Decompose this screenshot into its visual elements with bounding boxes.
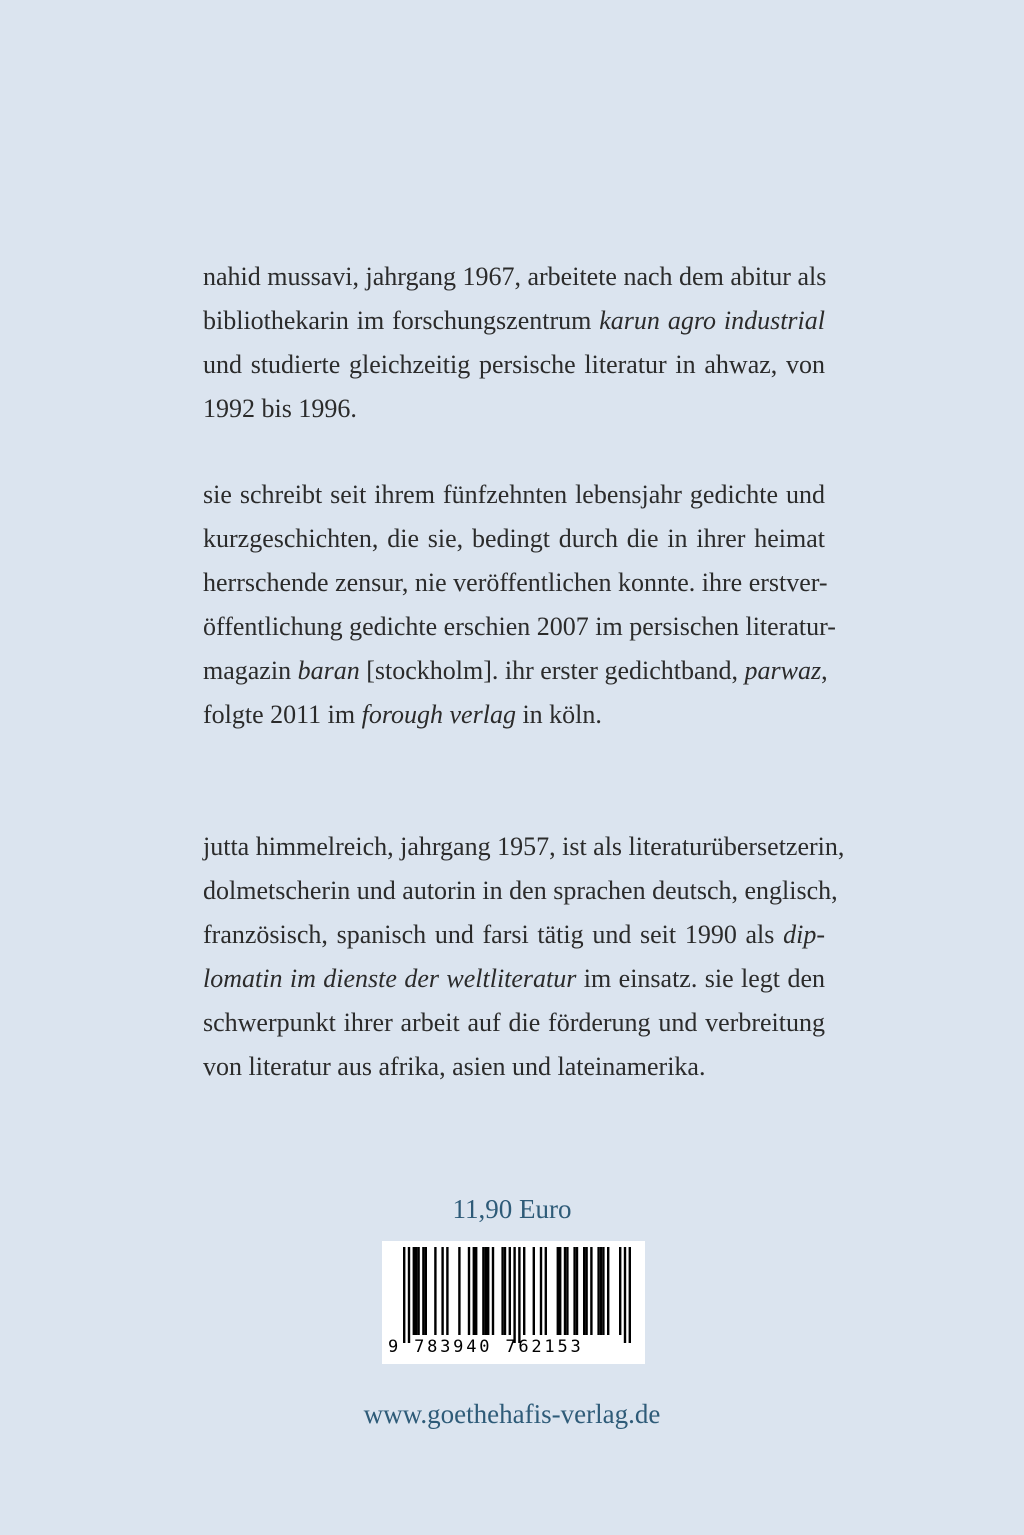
barcode-bar: [624, 1247, 626, 1343]
barcode-bar: [446, 1247, 448, 1335]
author-bio-paragraph-1: [203, 255, 825, 431]
body-text: nahid mussavi, jahrgang 1967, arbeitete nach dem abitur als: [203, 262, 827, 291]
body-text: ,: [821, 656, 828, 685]
translator-bio-line: [203, 913, 825, 957]
author-bio-2-line: [203, 693, 825, 737]
author-bio-1-line: [203, 343, 825, 387]
italic-title-text: lomatin im dienste der weltliteratur: [203, 964, 577, 993]
barcode-bar: [487, 1247, 489, 1335]
barcode-bar: [475, 1247, 477, 1335]
barcode-bar: [403, 1247, 405, 1343]
isbn-digits: 9 783940 762153: [388, 1337, 584, 1357]
italic-title-text: parwaz: [744, 656, 822, 685]
barcode-bar: [590, 1247, 592, 1335]
barcode-bar: [600, 1247, 602, 1335]
barcode-bar: [504, 1247, 506, 1335]
barcode-bar: [473, 1247, 475, 1335]
translator-bio-line: [203, 1001, 825, 1045]
italic-title-text: forough verlag: [361, 700, 516, 729]
barcode-bar: [485, 1247, 487, 1335]
body-text: magazin: [203, 656, 298, 685]
barcode-bar: [417, 1247, 419, 1335]
author-bio-2-line: [203, 605, 836, 649]
barcode-bar: [585, 1247, 587, 1335]
barcode-bar: [468, 1247, 470, 1335]
translator-bio-paragraph: [203, 825, 845, 1089]
barcode-bar: [425, 1247, 427, 1335]
body-text: französisch, spanisch und farsi tätig und seit 1990 als: [203, 920, 784, 949]
author-bio-1-line: [203, 299, 825, 343]
barcode-bar: [559, 1247, 561, 1335]
barcode-bar: [607, 1247, 609, 1335]
barcode-bar: [597, 1247, 599, 1335]
author-bio-1-line: [203, 387, 825, 431]
barcode-bar: [422, 1247, 424, 1335]
barcode-bar: [545, 1247, 547, 1335]
barcode-bar: [482, 1247, 484, 1335]
body-text: von literatur aus afrika, asien und lateinamerika.: [203, 1052, 706, 1081]
barcode-bar: [557, 1247, 559, 1335]
body-text: [stockholm]. ihr erster gedichtband,: [359, 656, 745, 685]
author-bio-2-line: [203, 561, 828, 605]
barcode-bar: [573, 1247, 575, 1335]
barcode-bar: [513, 1247, 515, 1343]
barcode-bar: [492, 1247, 494, 1335]
author-bio-paragraph-2: [203, 473, 836, 737]
barcode-bar: [602, 1247, 604, 1335]
translator-bio-line: [203, 825, 845, 869]
barcode-bar: [564, 1247, 566, 1335]
barcode-bar: [583, 1247, 585, 1335]
body-text: jutta himmelreich, jahrgang 1957, ist als literaturübersetzerin,: [203, 832, 845, 861]
author-bio-2-line: [203, 517, 825, 561]
barcode-bar: [501, 1247, 503, 1335]
isbn-barcode: [382, 1241, 645, 1364]
barcode-bar: [533, 1247, 535, 1335]
body-text: dolmetscherin und autorin in den sprachen deutsch, englisch,: [203, 876, 838, 905]
body-text: und studierte gleichzeitig persische literatur in ahwaz, von: [203, 350, 825, 379]
barcode-bar: [458, 1247, 460, 1335]
barcode-bar: [566, 1247, 568, 1335]
body-text: im einsatz. sie legt den: [576, 964, 825, 993]
italic-title-text: dip-: [783, 920, 825, 949]
barcode-bar: [629, 1247, 631, 1343]
body-text: herrschende zensur, nie veröffentlichen konnte. ihre erstver-: [203, 568, 828, 597]
translator-bio-line: [203, 957, 825, 1001]
price-label: 11,90 Euro: [452, 1194, 572, 1224]
italic-title-text: karun agro industrial: [599, 306, 825, 335]
body-text: schwerpunkt ihrer arbeit auf die förderung und verbreitung: [203, 1008, 825, 1037]
barcode-bar: [619, 1247, 621, 1335]
body-text: sie schreibt seit ihrem fünfzehnten lebensjahr gedichte und: [203, 480, 825, 509]
publisher-website: www.goethehafis-verlag.de: [363, 1399, 661, 1429]
barcode-bar: [408, 1247, 410, 1343]
author-bio-1-line: [203, 255, 825, 299]
barcode-bar: [441, 1247, 443, 1335]
barcode-bar: [434, 1247, 436, 1335]
body-text: folgte 2011 im: [203, 700, 362, 729]
barcode-bar: [413, 1247, 415, 1335]
author-bio-2-line: [203, 649, 828, 693]
barcode-bar: [576, 1247, 578, 1335]
translator-bio-line: [203, 869, 838, 913]
italic-title-text: baran: [297, 656, 360, 685]
body-text: kurzgeschichten, die sie, bedingt durch die in ihrer heimat: [203, 524, 825, 553]
body-text: in köln.: [515, 700, 602, 729]
barcode-bar: [518, 1247, 520, 1343]
body-text: 1992 bis 1996.: [203, 394, 357, 423]
barcode-bar: [509, 1247, 511, 1335]
translator-bio-line: [203, 1045, 825, 1089]
body-text: öffentlichung gedichte erschien 2007 im persischen literatur-: [203, 612, 836, 641]
barcode-bar: [523, 1247, 525, 1335]
body-text: bibliothekarin im forschungszentrum: [203, 306, 600, 335]
author-bio-2-line: [203, 473, 825, 517]
barcode-bar: [415, 1247, 417, 1335]
barcode-bar: [540, 1247, 542, 1335]
